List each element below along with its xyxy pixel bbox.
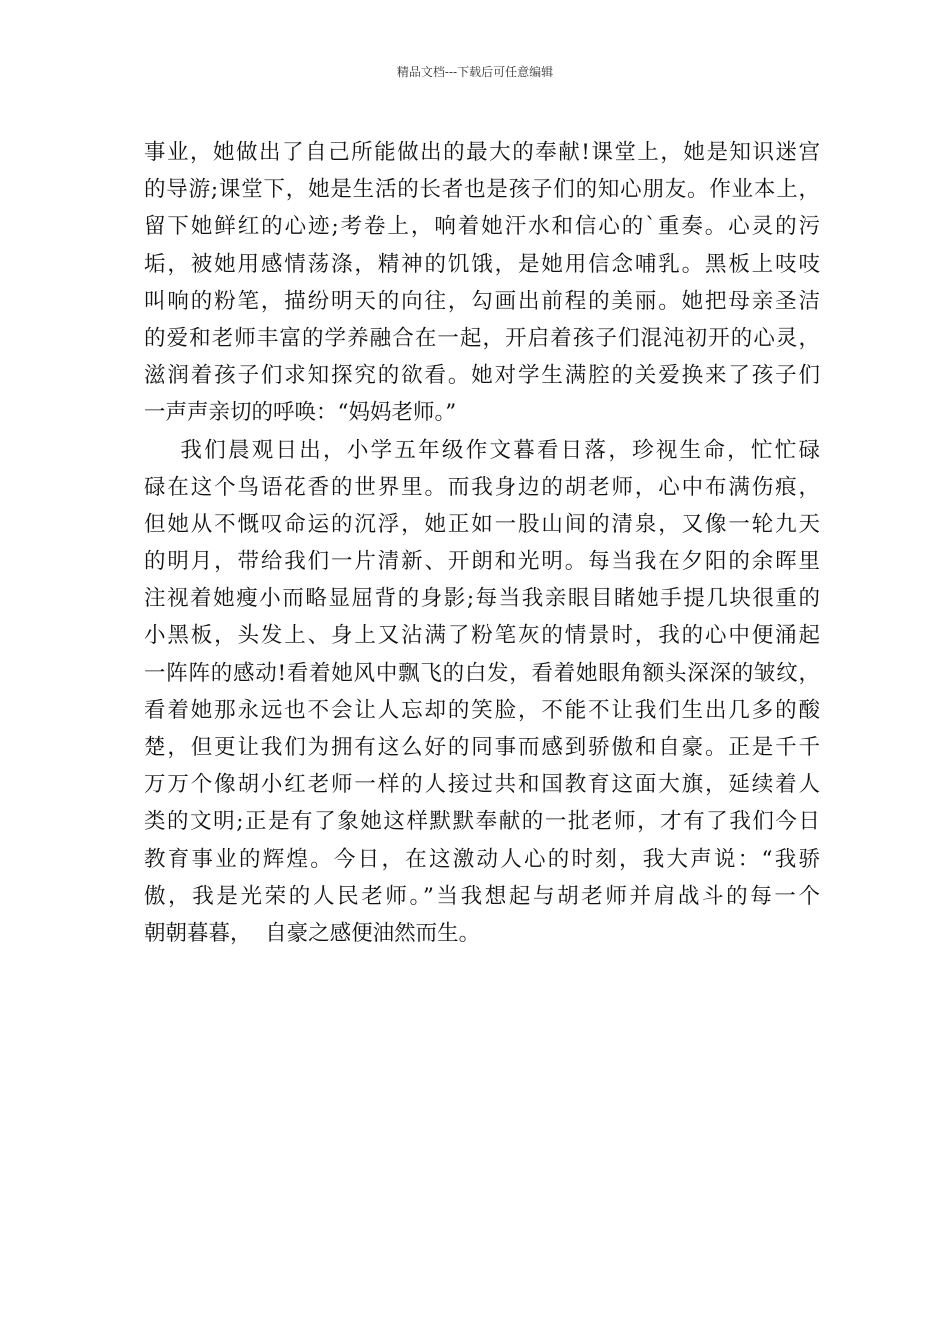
text-line: 小黑板，头发上、身上又沾满了粉笔灰的情景时，我的心中便涌起: [144, 623, 820, 649]
text-line: 但她从不慨叹命运的沉浮，她正如一股山间的清泉，又像一轮九天: [144, 511, 820, 537]
text-line: 万万个像胡小红老师一样的人接过共和国教育这面大旗，延续着人: [144, 772, 820, 798]
text-line: 教育事业的辉煌。今日，在这激动人心的时刻，我大声说：“我骄: [144, 846, 820, 872]
text-line: 看着她那永远也不会让人忘却的笑脸，不能不让我们生出几多的酸: [144, 697, 820, 723]
document-header: 精品文档---下载后可任意编辑: [396, 65, 554, 79]
text-line: 留下她鲜红的心迹;考卷上，响着她汗水和信心的`重奏。心灵的污: [144, 214, 820, 240]
text-line: 一阵阵的感动!看着她风中飘飞的白发，看着她眼角额头深深的皱纹，: [144, 660, 820, 686]
document-body: [144, 134, 820, 952]
text-line: 滋润着孩子们求知探究的欲看。她对学生满腔的关爱换来了孩子们: [144, 363, 820, 389]
text-line: 碌在这个鸟语花香的世界里。而我身边的胡老师，心中布满伤痕，: [144, 474, 820, 500]
text-line: 傲，我是光荣的人民老师。”当我想起与胡老师并肩战斗的每一个: [144, 883, 820, 909]
text-line: 的明月，带给我们一片清新、开朗和光明。每当我在夕阳的余晖里: [144, 549, 820, 575]
text-line: 注视着她瘦小而略显屈背的身影;每当我亲眼目睹她手提几块很重的: [144, 586, 820, 612]
text-line: 楚，但更让我们为拥有这么好的同事而感到骄傲和自豪。正是千千: [144, 735, 820, 760]
text-line: 叫响的粉笔，描纷明天的向往，勾画出前程的美丽。她把母亲圣洁: [144, 288, 820, 314]
text-line: 朝朝暮暮， 自豪之感便油然而生。: [144, 920, 481, 946]
text-line: 垢，被她用感情荡涤，精神的饥饿，是她用信念哺乳。黑板上吱吱: [144, 251, 820, 277]
text-line: 事业，她做出了自己所能做出的最大的奉献!课堂上，她是知识迷宫: [144, 140, 820, 165]
text-line: 类的文明;正是有了象她这样默默奉献的一批老师，才有了我们今日: [144, 809, 820, 835]
text-line: 的爱和老师丰富的学养融合在一起，开启着孩子们混沌初开的心灵，: [144, 325, 820, 351]
paragraph-2: [144, 432, 820, 953]
text-line: 一声声亲切的呼唤：“妈妈老师。”: [144, 400, 457, 426]
text-line: 我们晨观日出，小学五年级作文暮看日落，珍视生命，忙忙碌: [144, 437, 820, 463]
text-line: 的导游;课堂下，她是生活的长者也是孩子们的知心朋友。作业本上，: [144, 177, 820, 203]
paragraph-1: [144, 134, 820, 432]
